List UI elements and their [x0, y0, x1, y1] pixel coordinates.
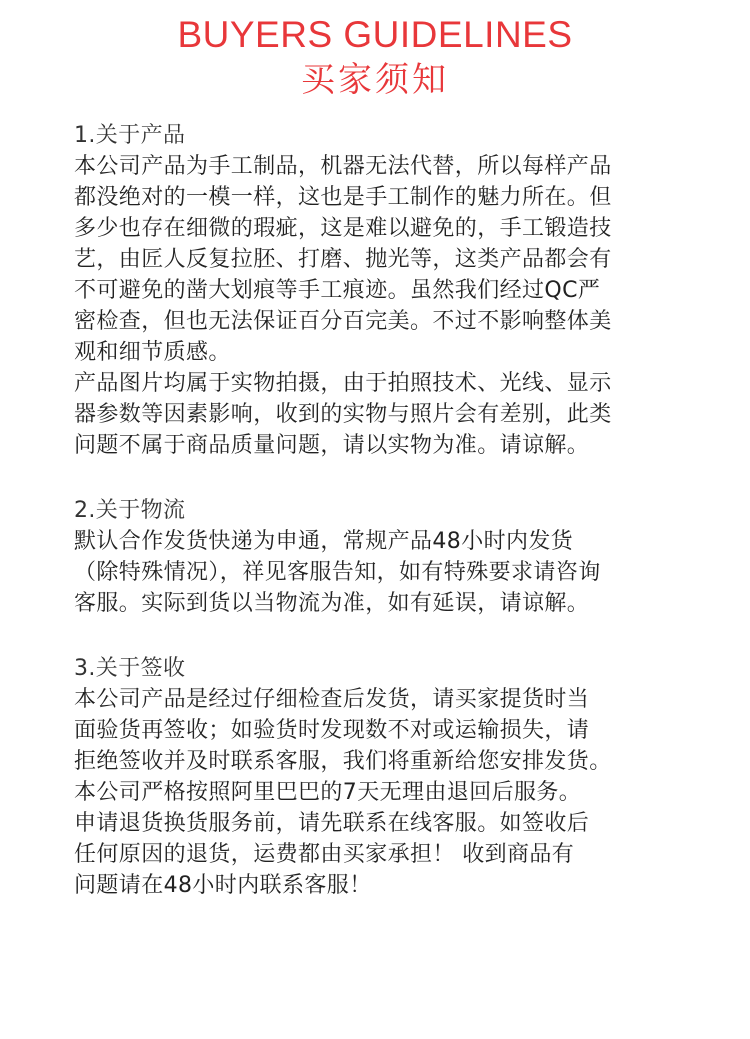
text-line: 申请退货换货服务前，请先联系在线客服。如签收后	[74, 811, 590, 836]
guidelines-content	[74, 120, 694, 935]
section-title: 3.关于签收	[74, 656, 186, 681]
text-line: 任何原因的退货，运费都由买家承担！ 收到商品有	[74, 842, 575, 867]
text-line: 都没绝对的一模一样，这也是手工制作的魅力所在。但	[74, 185, 612, 210]
header	[0, 0, 750, 104]
text-line: 拒绝签收并及时联系客服，我们将重新给您安排发货。	[74, 749, 612, 774]
text-line: 器参数等因素影响，收到的实物与照片会有差别，此类	[74, 402, 612, 427]
text-line: 本公司严格按照阿里巴巴的7天无理由退回后服务。	[74, 780, 582, 805]
text-line: 面验货再签收；如验货时发现数不对或运输损失，请	[74, 718, 590, 743]
text-line: 多少也存在细微的瑕疵，这是难以避免的，手工锻造技	[74, 216, 612, 241]
text-line: 产品图片均属于实物拍摄，由于拍照技术、光线、显示	[74, 371, 612, 396]
section-title: 2.关于物流	[74, 498, 186, 523]
text-line: 问题不属于商品质量问题，请以实物为准。请谅解。	[74, 433, 590, 458]
text-line: 不可避免的凿大划痕等手工痕迹。虽然我们经过QC严	[74, 278, 601, 303]
text-line: 艺，由匠人反复拉胚、打磨、抛光等，这类产品都会有	[74, 247, 612, 272]
text-line: 本公司产品为手工制品，机器无法代替，所以每样产品	[74, 154, 612, 179]
text-line: （除特殊情况），祥见客服告知，如有特殊要求请咨询	[74, 560, 601, 585]
text-line: 客服。实际到货以当物流为准，如有延误，请谅解。	[74, 591, 590, 616]
text-line: 本公司产品是经过仔细检查后发货，请买家提货时当	[74, 687, 590, 712]
text-line: 问题请在48小时内联系客服！	[74, 873, 372, 898]
section-title: 1.关于产品	[74, 123, 186, 148]
section-receipt	[74, 653, 694, 901]
text-line: 观和细节质感。	[74, 340, 231, 365]
section-product	[74, 120, 694, 461]
title-english: BUYERS GUIDELINES	[177, 14, 573, 55]
title-chinese: 买家须知	[301, 60, 449, 100]
text-line: 默认合作发货快递为申通，常规产品48小时内发货	[74, 529, 574, 554]
text-line: 密检查，但也无法保证百分百完美。不过不影响整体美	[74, 309, 612, 334]
section-logistics	[74, 495, 694, 619]
